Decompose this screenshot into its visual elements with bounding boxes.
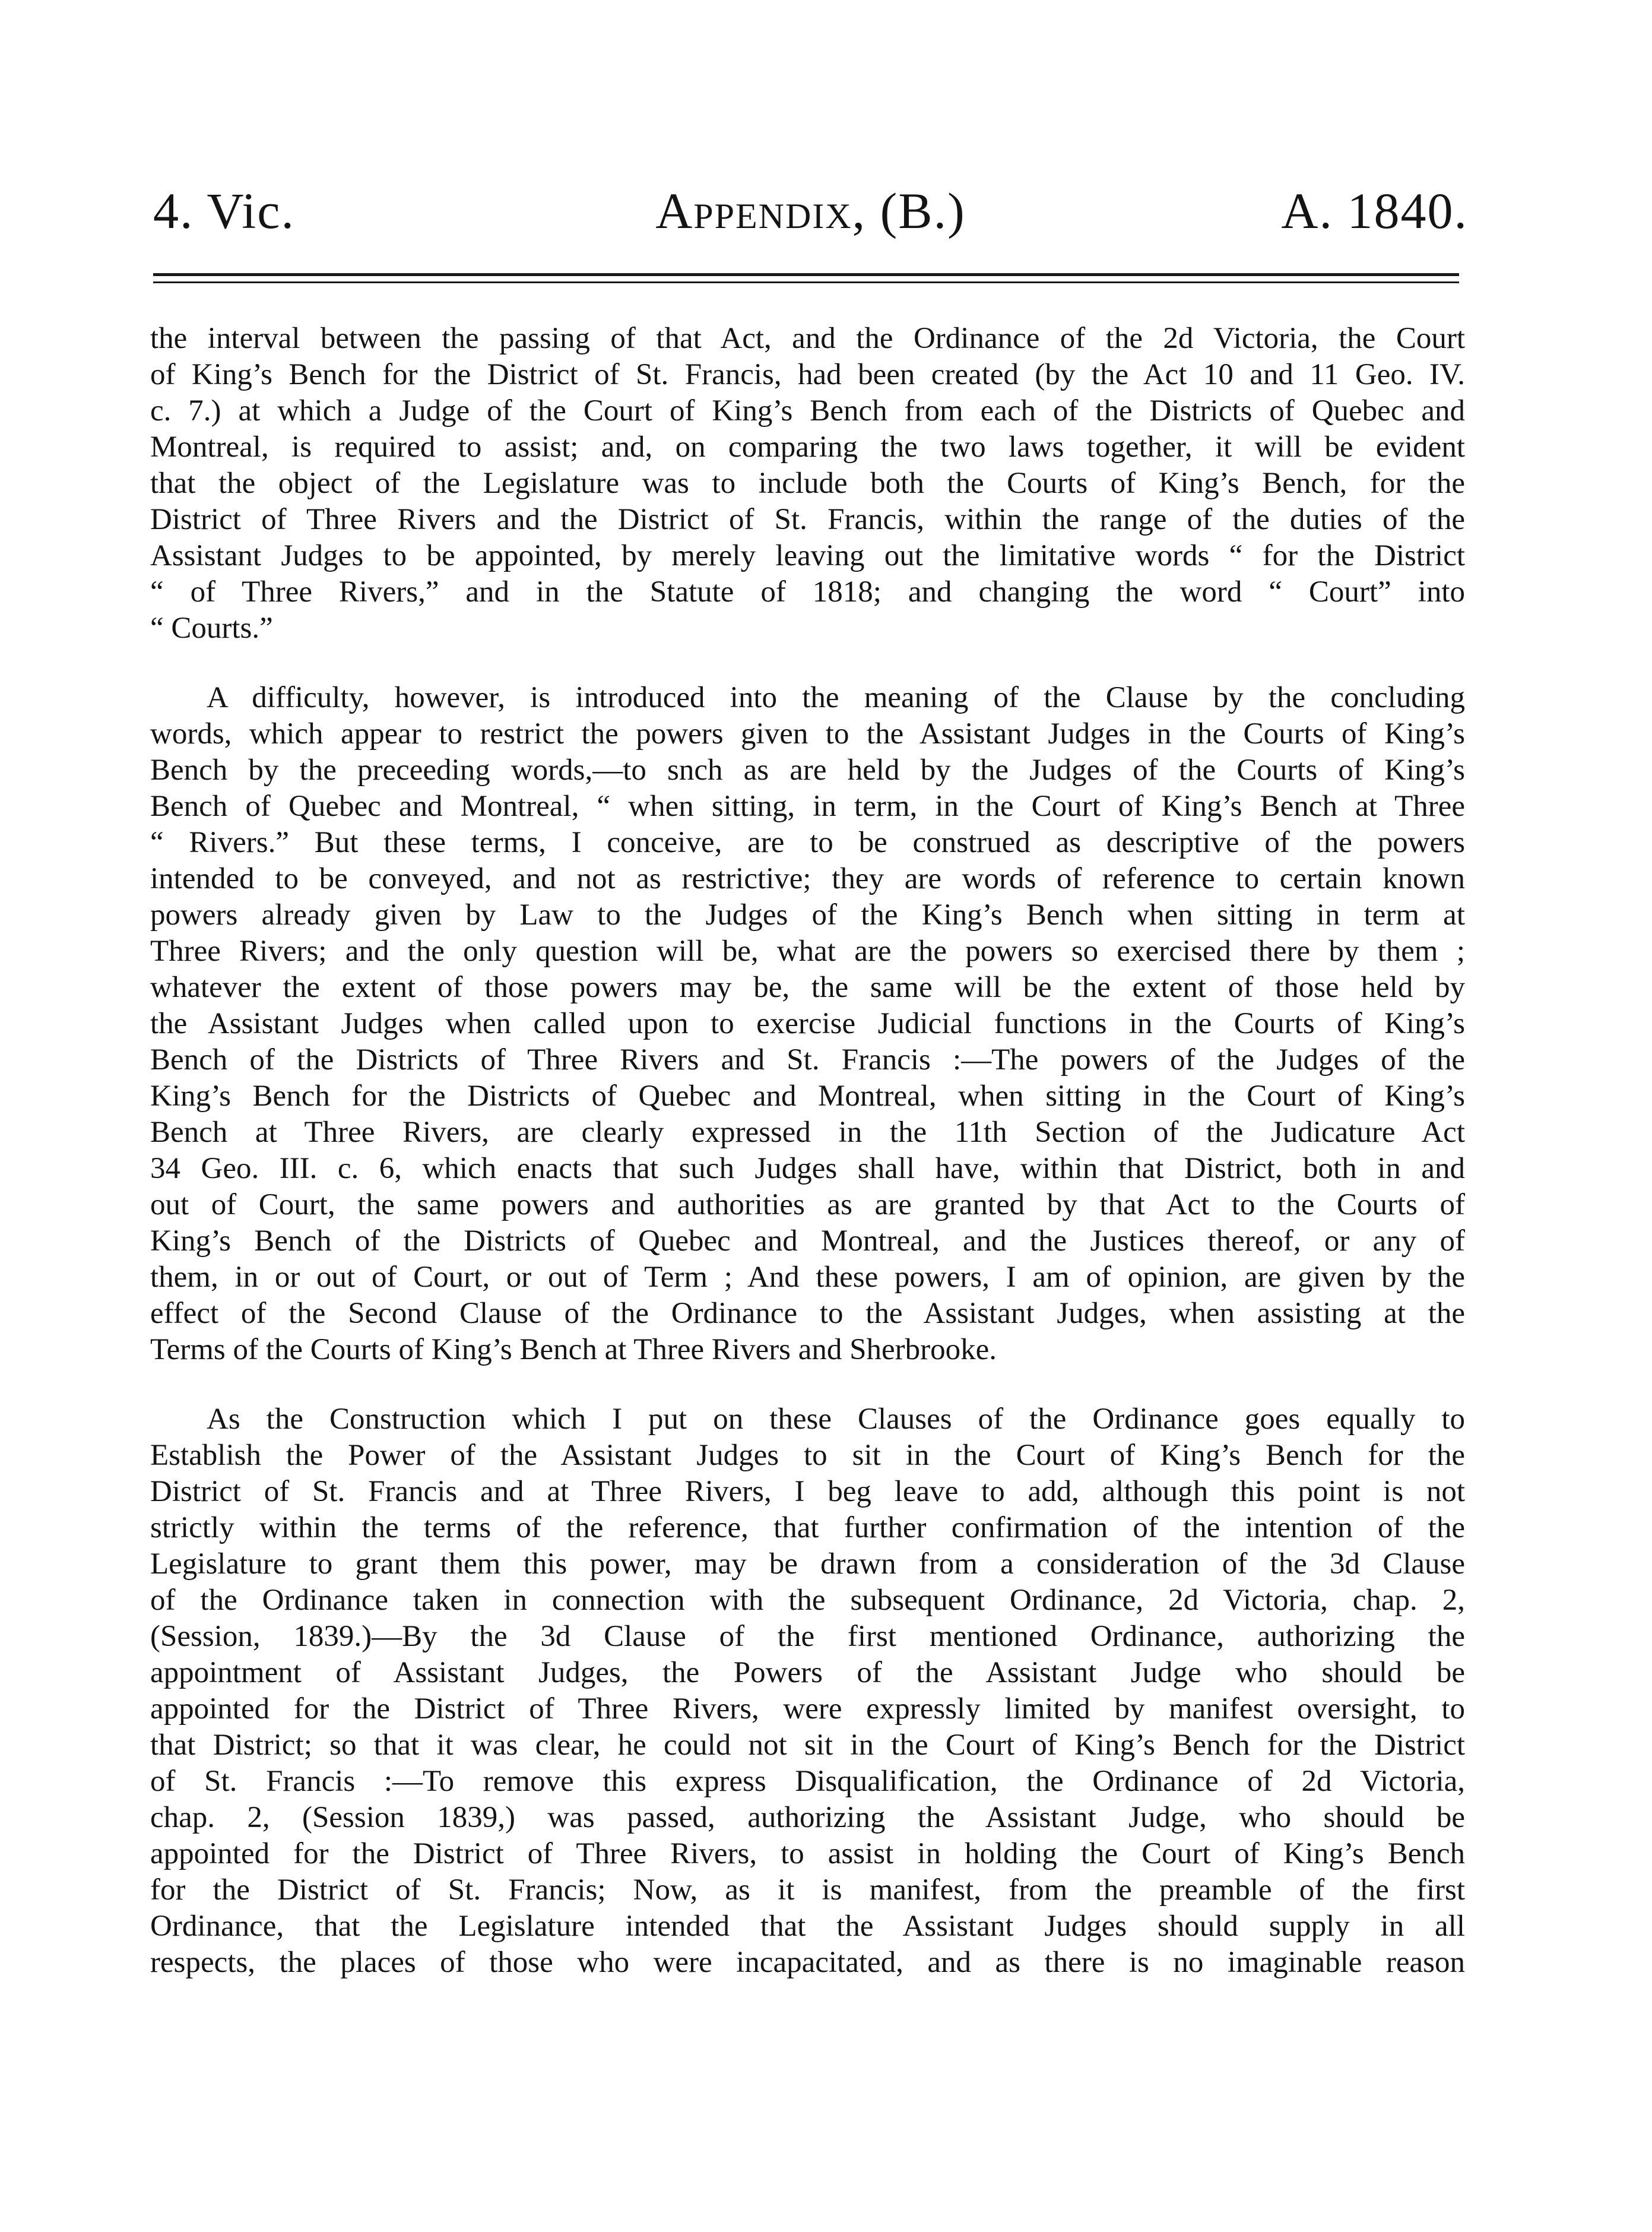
text-line: respects, the places of those who were incapacitated, and as there is no imaginable reason (150, 1946, 1465, 1979)
text-line: District of St. Francis and at Three Rivers, I beg leave to add, although this point is not (150, 1475, 1465, 1508)
text-line: words, which appear to restrict the powers given to the Assistant Judges in the Courts of King’s (150, 717, 1465, 751)
text-line: Ordinance, that the Legislature intended that the Assistant Judges should supply in all (150, 1910, 1465, 1943)
text-line: Bench at Three Rivers, are clearly expressed in the 11th Section of the Judicature Act (150, 1116, 1465, 1149)
text-line: of the Ordinance taken in connection with the subsequent Ordinance, 2d Victoria, chap. 2, (150, 1584, 1465, 1617)
text-line: “ of Three Rivers,” and in the Statute of 1818; and changing the word “ Court” into (150, 575, 1465, 609)
header-year: A. 1840. (1281, 182, 1468, 239)
text-line: Bench by the preceeding words,—to snch as are held by the Judges of the Courts of King’s (150, 754, 1465, 787)
text-line: (Session, 1839.)—By the 3d Clause of the first mentioned Ordinance, authorizing the (150, 1620, 1465, 1653)
text-line: “ Courts.” (150, 612, 273, 645)
body-text (150, 321, 1465, 1981)
text-line: “ Rivers.” But these terms, I conceive, are to be construed as descriptive of the powers (150, 826, 1465, 859)
text-line: the Assistant Judges when called upon to exercise Judicial functions in the Courts of King’s (150, 1007, 1465, 1040)
text-line: out of Court, the same powers and authorities as are granted by that Act to the Courts of (150, 1188, 1465, 1221)
text-line: A difficulty, however, is introduced into the meaning of the Clause by the concluding (207, 681, 1465, 714)
text-line: As the Construction which I put on these Clauses of the Ordinance goes equally to (207, 1402, 1465, 1436)
text-line: the interval between the passing of that Act, and the Ordinance of the 2d Victoria, the Court (150, 322, 1465, 355)
text-line: Establish the Power of the Assistant Judges to sit in the Court of King’s Bench for the (150, 1439, 1465, 1472)
text-line: Legislature to grant them this power, may be drawn from a consideration of the 3d Clause (150, 1547, 1465, 1581)
text-line: Montreal, is required to assist; and, on comparing the two laws together, it will be evident (150, 430, 1465, 464)
text-line: of King’s Bench for the District of St. Francis, had been created (by the Act 10 and 11 Geo. IV. (150, 358, 1465, 391)
text-line: that the object of the Legislature was to include both the Courts of King’s Bench, for the (150, 467, 1465, 500)
text-line: Bench of Quebec and Montreal, “ when sitting, in term, in the Court of King’s Bench at Three (150, 790, 1465, 823)
header-rule-thin (153, 281, 1459, 283)
text-line: appointment of Assistant Judges, the Powers of the Assistant Judge who should be (150, 1656, 1465, 1689)
text-line: Assistant Judges to be appointed, by merely leaving out the limitative words “ for the District (150, 539, 1465, 572)
text-line: for the District of St. Francis; Now, as it is manifest, from the preamble of the first (150, 1873, 1465, 1907)
text-line: effect of the Second Clause of the Ordinance to the Assistant Judges, when assisting at the (150, 1297, 1465, 1330)
text-line: Three Rivers; and the only question will be, what are the powers so exercised there by them ; (150, 935, 1465, 968)
paragraph-1 (150, 321, 1465, 647)
paragraph-3 (150, 1401, 1465, 1981)
text-line: c. 7.) at which a Judge of the Court of King’s Bench from each of the Districts of Quebec and (150, 394, 1465, 428)
text-line: District of Three Rivers and the District of St. Francis, within the range of the duties of the (150, 503, 1465, 536)
header-appendix-title: Appendix, (B.) (655, 182, 966, 239)
page-header (153, 178, 1468, 243)
text-line: 34 Geo. III. c. 6, which enacts that such Judges shall have, within that District, both in and (150, 1152, 1465, 1185)
text-line: of St. Francis :—To remove this express Disqualification, the Ordinance of 2d Victoria, (150, 1765, 1465, 1798)
text-line: them, in or out of Court, or out of Term ; And these powers, I am of opinion, are given by the (150, 1261, 1465, 1294)
text-line: King’s Bench for the Districts of Quebec and Montreal, when sitting in the Court of King’s (150, 1079, 1465, 1113)
text-line: strictly within the terms of the reference, that further confirmation of the intention of the (150, 1511, 1465, 1544)
text-line: whatever the extent of those powers may be, the same will be the extent of those held by (150, 971, 1465, 1004)
text-line: King’s Bench of the Districts of Quebec and Montreal, and the Justices thereof, or any of (150, 1224, 1465, 1258)
header-rule-thick (153, 273, 1459, 276)
header-session: 4. Vic. (153, 182, 295, 239)
text-line: chap. 2, (Session 1839,) was passed, authorizing the Assistant Judge, who should be (150, 1801, 1465, 1834)
text-line: Terms of the Courts of King’s Bench at Three Rivers and Sherbrooke. (150, 1333, 997, 1366)
text-line: powers already given by Law to the Judges of the King’s Bench when sitting in term at (150, 898, 1465, 932)
text-line: Bench of the Districts of Three Rivers and St. Francis :—The powers of the Judges of the (150, 1043, 1465, 1077)
text-line: appointed for the District of Three Rivers, were expressly limited by manifest oversight, to (150, 1692, 1465, 1726)
text-line: appointed for the District of Three Rivers, to assist in holding the Court of King’s Bench (150, 1837, 1465, 1870)
text-line: intended to be conveyed, and not as restrictive; they are words of reference to certain known (150, 862, 1465, 895)
text-line: that District; so that it was clear, he could not sit in the Court of King’s Bench for the District (150, 1728, 1465, 1762)
paragraph-2 (150, 680, 1465, 1368)
